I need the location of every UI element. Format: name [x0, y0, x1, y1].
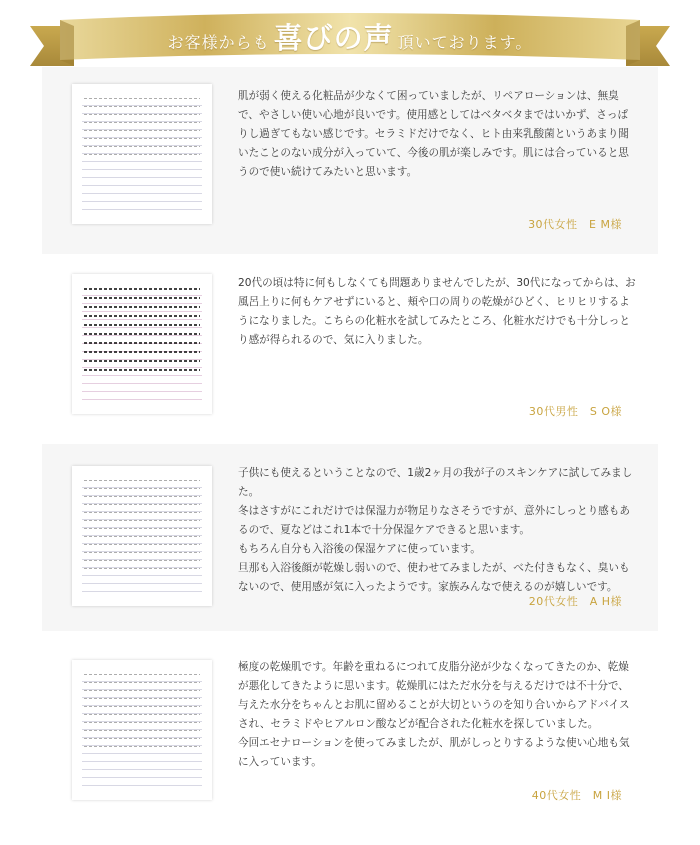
testimonial-card: [42, 254, 658, 441]
testimonial-card: [42, 638, 658, 825]
testimonial-card: [42, 444, 658, 631]
testimonial-author: 40代女性 M I様: [531, 789, 622, 802]
banner-title-suffix: 頂いております。: [397, 33, 533, 52]
banner-title: [30, 16, 670, 57]
handwritten-letter-image: [72, 660, 212, 800]
testimonial-paragraph: 20代の頃は特に何もしなくても問題ありませんでしたが、30代になってからは、お風呂上りに何もケアせずにいると、頬や口の周りの乾燥がひどく、ヒリヒリするようになりました。こちらの化粧水を試してみたところ、化粧水だけでも十分しっとり感が得られるので、気に入りました。: [238, 277, 636, 346]
banner-title-prefix: お客様からも: [167, 33, 270, 52]
voices-banner: [30, 4, 670, 74]
testimonial-author: 30代女性 E M様: [528, 218, 622, 231]
testimonial-text: [238, 464, 638, 597]
testimonial-text: [238, 87, 638, 182]
testimonial-card: [42, 67, 658, 254]
testimonial-paragraph: 今回エセナローションを使ってみましたが、肌がしっとりするような使い心地も気に入っています。: [238, 737, 630, 768]
testimonial-paragraph: 極度の乾燥肌です。年齢を重ねるにつれて皮脂分泌が少なくなってきたのか、乾燥が悪化してきたように思います。乾燥肌にはただ水分を与えるだけでは不十分で、与えた水分をちゃんとお肌に留めることが大切というのを知り合いからアドバイスされ、セラミドやヒアルロン酸などが配合された化粧水を探していました。: [238, 661, 630, 730]
testimonial-paragraph: 子供にも使えるということなので、1歳2ヶ月の我が子のスキンケアに試してみました。: [238, 467, 633, 498]
testimonial-text: [238, 274, 638, 350]
testimonial-paragraph: もちろん自分も入浴後の保湿ケアに使っています。: [238, 543, 481, 555]
testimonial-paragraph: 肌が弱く使える化粧品が少なくて困っていましたが、リペアローションは、無臭で、やさしい使い心地が良いです。使用感としてはベタベタまではいかず、さっぱりし過ぎてもない感じです。セラミドだけでなく、ヒト由来乳酸菌というあまり聞いたことのない成分が入っていて、今後の肌が楽しみです。肌には合っていると思うので使い続けてみたいと思います。: [238, 90, 629, 178]
testimonial-text: [238, 658, 638, 772]
testimonial-paragraph: 冬はさすがにこれだけでは保湿力が物足りなさそうですが、意外にしっとり感もあるので、夏などはこれ1本で十分保湿ケアできると思います。: [238, 505, 630, 536]
testimonial-author: 20代女性 A H様: [528, 595, 622, 608]
handwritten-letter-image: [72, 466, 212, 606]
handwritten-letter-image: [72, 274, 212, 414]
banner-title-main: 喜びの声: [273, 21, 394, 55]
testimonial-author: 30代男性 S O様: [528, 405, 622, 418]
handwritten-letter-image: [72, 84, 212, 224]
testimonial-paragraph: 旦那も入浴後顔が乾燥し弱いので、使わせてみましたが、べた付きもなく、臭いもないので、使用感が気に入ったようです。家族みんなで使えるのが嬉しいです。: [238, 562, 630, 593]
